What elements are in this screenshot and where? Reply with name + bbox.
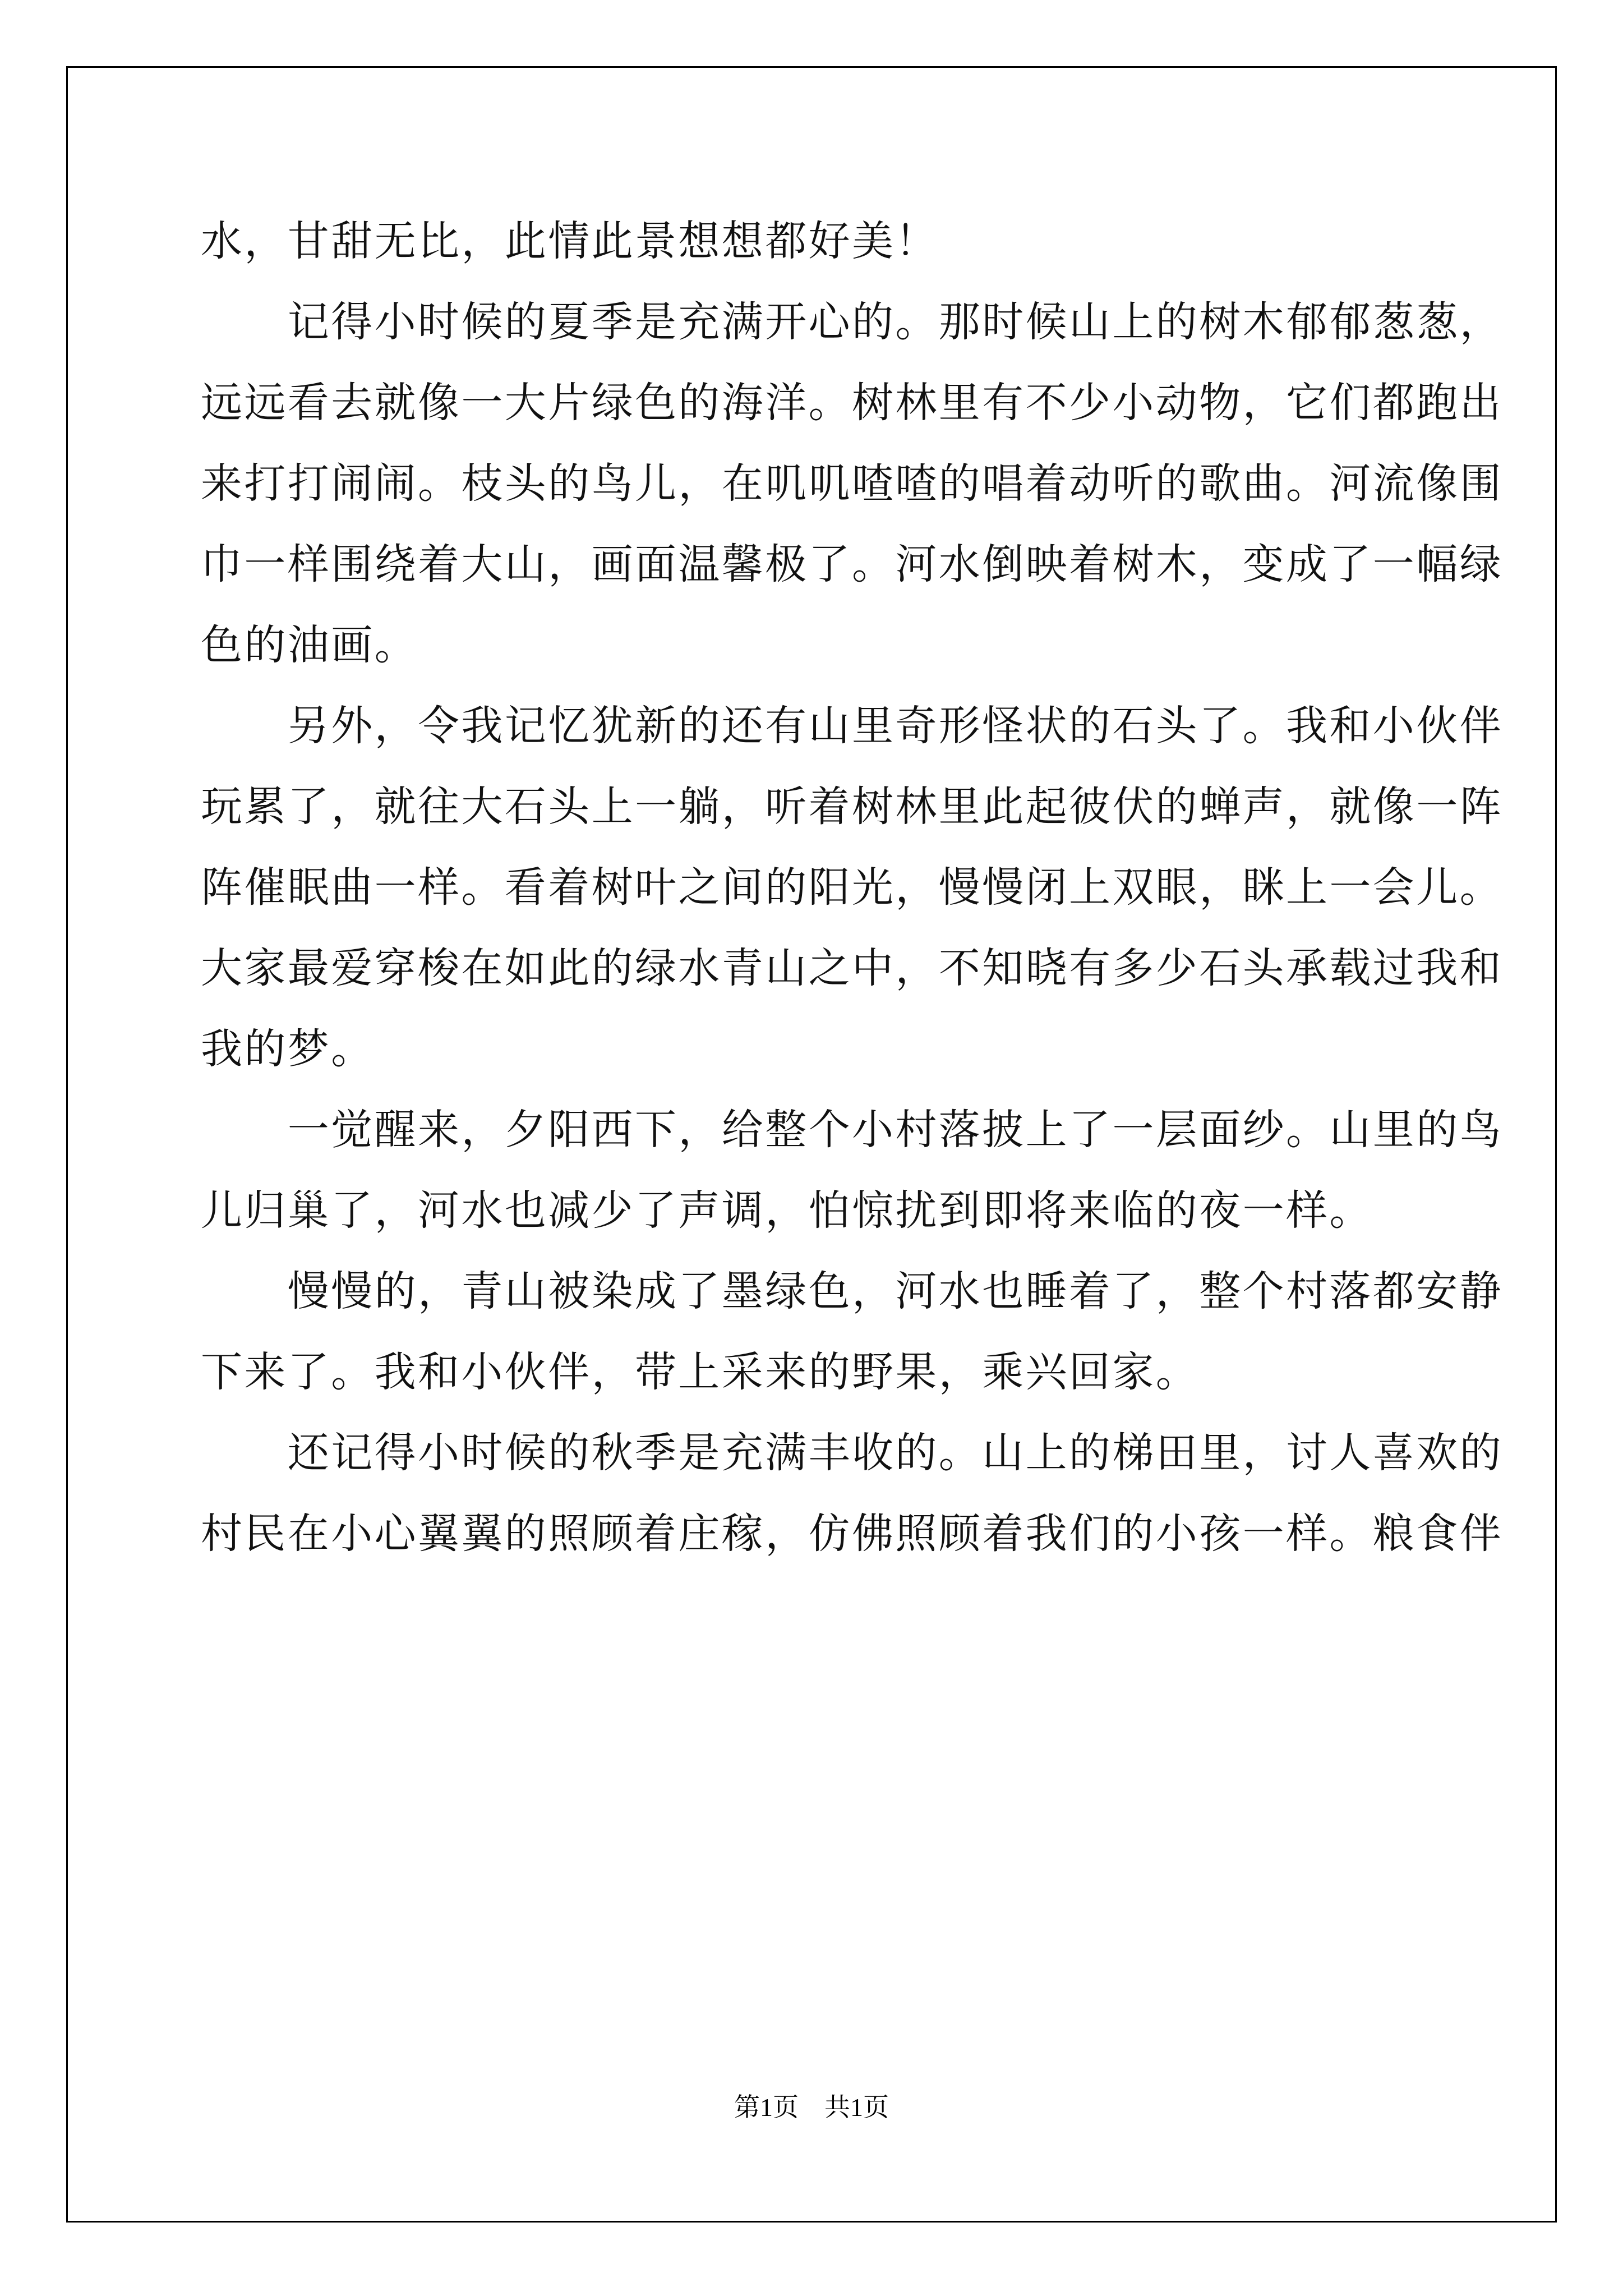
text-line-1: 水，甘甜无比，此情此景想想都好美！ xyxy=(201,217,939,265)
text-line-4: 来打打闹闹。枝头的鸟儿，在叽叽喳喳的唱着动听的歌曲。河流像围 xyxy=(201,459,1503,508)
text-line-6: 色的油画。 xyxy=(201,621,418,669)
text-line-11: 我的梦。 xyxy=(201,1025,375,1073)
text-line-12: 一觉醒来，夕阳西下，给整个小村落披上了一层面纱。山里的鸟 xyxy=(201,1106,1503,1154)
text-line-9: 阵催眠曲一样。看着树叶之间的阳光，慢慢闭上双眼，眯上一会儿。 xyxy=(201,863,1503,912)
text-line-10: 大家最爱穿梭在如此的绿水青山之中，不知晓有多少石头承载过我和 xyxy=(201,944,1503,992)
text-line-3: 远远看去就像一大片绿色的海洋。树林里有不少小动物，它们都跑出 xyxy=(201,379,1503,427)
text-line-2: 记得小时候的夏季是充满开心的。那时候山上的树木郁郁葱葱， xyxy=(201,298,1503,346)
text-line-5: 巾一样围绕着大山，画面温馨极了。河水倒映着树木，变成了一幅绿 xyxy=(201,540,1503,588)
document-body xyxy=(201,213,1503,1586)
text-line-8: 玩累了，就往大石头上一躺，听着树林里此起彼伏的蝉声，就像一阵 xyxy=(201,783,1503,831)
text-line-7: 另外，令我记忆犹新的还有山里奇形怪状的石头了。我和小伙伴 xyxy=(201,702,1503,750)
page-number-footer: 第1页 共1页 xyxy=(734,2093,889,2122)
text-line-17: 村民在小心翼翼的照顾着庄稼，仿佛照顾着我们的小孩一样。粮食伴 xyxy=(201,1510,1503,1558)
text-line-14: 慢慢的，青山被染成了墨绿色，河水也睡着了，整个村落都安静 xyxy=(201,1267,1503,1315)
text-line-16: 还记得小时候的秋季是充满丰收的。山上的梯田里，讨人喜欢的 xyxy=(201,1429,1503,1477)
text-line-15: 下来了。我和小伙伴，带上采来的野果，乘兴回家。 xyxy=(201,1348,1200,1396)
text-line-13: 儿归巢了，河水也减少了声调，怕惊扰到即将来临的夜一样。 xyxy=(201,1186,1373,1235)
